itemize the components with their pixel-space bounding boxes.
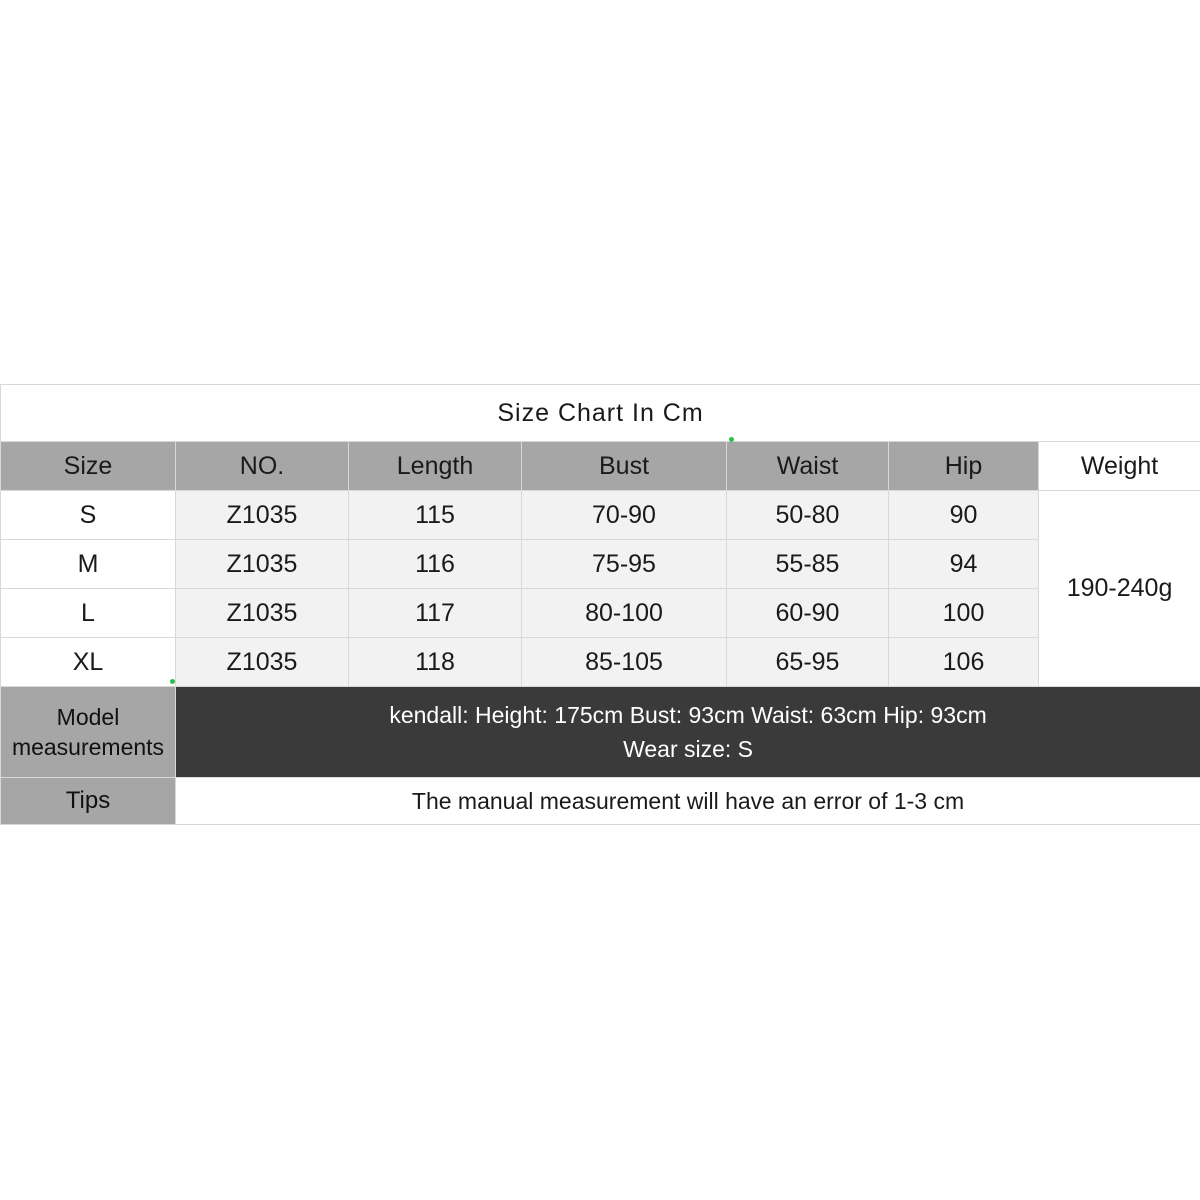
tips-row [1, 778, 1200, 825]
cell-length: 117 [349, 589, 522, 638]
artifact-dot-top [729, 437, 734, 442]
table-header-row [1, 442, 1200, 491]
cell-waist: 65-95 [727, 638, 889, 687]
table-row [1, 491, 1200, 540]
cell-hip: 106 [889, 638, 1039, 687]
cell-no: Z1035 [176, 638, 349, 687]
cell-length: 116 [349, 540, 522, 589]
cell-bust: 70-90 [522, 491, 727, 540]
chart-title-row [1, 385, 1200, 442]
tips-text: The manual measurement will have an error of 1-3 cm [176, 778, 1200, 825]
artifact-dot-bottom [170, 679, 175, 684]
cell-length: 115 [349, 491, 522, 540]
model-measurements-row [1, 687, 1200, 778]
model-label-line1: Model [56, 704, 120, 730]
cell-bust: 80-100 [522, 589, 727, 638]
table-row [1, 638, 1200, 687]
column-header-weight: Weight [1039, 442, 1200, 491]
cell-waist: 50-80 [727, 491, 889, 540]
cell-hip: 94 [889, 540, 1039, 589]
cell-no: Z1035 [176, 540, 349, 589]
model-values-line1: kendall: Height: 175cm Bust: 93cm Waist: 63cm Hip: 93cm [389, 702, 987, 728]
cell-bust: 85-105 [522, 638, 727, 687]
column-header-size: Size [1, 442, 176, 491]
size-chart-table [0, 384, 1200, 825]
column-header-hip: Hip [889, 442, 1039, 491]
cell-no: Z1035 [176, 491, 349, 540]
size-chart-container [0, 384, 1200, 825]
cell-size: S [1, 491, 176, 540]
column-header-no: NO. [176, 442, 349, 491]
cell-size: L [1, 589, 176, 638]
cell-length: 118 [349, 638, 522, 687]
table-row [1, 540, 1200, 589]
model-label-line2: measurements [11, 734, 165, 760]
column-header-length: Length [349, 442, 522, 491]
cell-bust: 75-95 [522, 540, 727, 589]
cell-size: XL [1, 638, 176, 687]
table-row [1, 589, 1200, 638]
cell-size: M [1, 540, 176, 589]
column-header-waist: Waist [727, 442, 889, 491]
cell-waist: 60-90 [727, 589, 889, 638]
cell-weight-merged: 190-240g [1039, 491, 1200, 687]
cell-hip: 90 [889, 491, 1039, 540]
tips-label: Tips [1, 778, 176, 825]
column-header-bust: Bust [522, 442, 727, 491]
cell-no: Z1035 [176, 589, 349, 638]
page-title: Size Chart In Cm [1, 385, 1200, 442]
model-values-line2: Wear size: S [623, 736, 754, 762]
cell-hip: 100 [889, 589, 1039, 638]
model-measurements-label [1, 687, 176, 778]
model-measurements-values [176, 687, 1200, 778]
cell-waist: 55-85 [727, 540, 889, 589]
